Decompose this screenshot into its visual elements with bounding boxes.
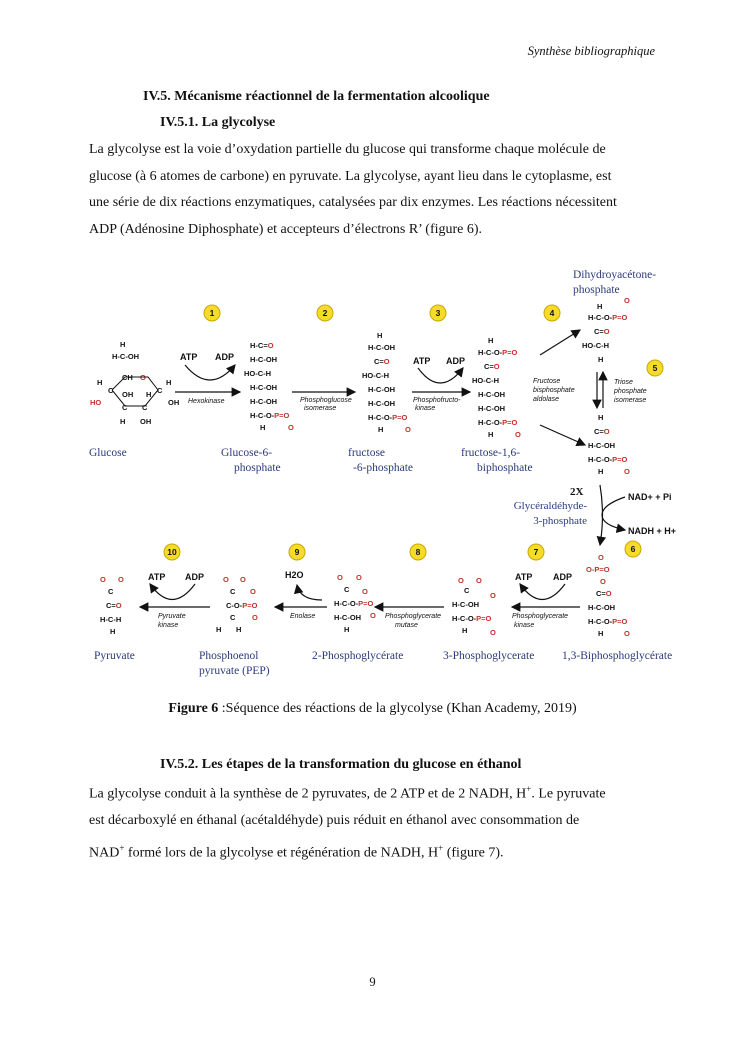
superscript: + xyxy=(438,842,444,853)
svg-text:H: H xyxy=(598,629,604,638)
step-circle-2 xyxy=(317,305,333,321)
enzyme-pgk: Phosphoglycerate xyxy=(512,613,569,620)
reaction-pk xyxy=(140,572,210,629)
svg-text:O: O xyxy=(490,628,496,637)
enzyme-pk: kinase xyxy=(158,622,179,629)
superscript: + xyxy=(119,842,125,853)
paragraph-line: une série de dix réactions enzymatiques, catalysées par dix enzymes. Les réactions nécessitent xyxy=(89,195,617,210)
svg-text:C: C xyxy=(464,586,470,595)
reaction-enolase xyxy=(275,570,327,620)
step-number: 2 xyxy=(322,308,328,318)
enzyme-hexokinase: Hexokinase xyxy=(188,398,225,405)
svg-text:O: O xyxy=(490,591,496,600)
svg-text:O: O xyxy=(624,467,630,476)
g6p-structure xyxy=(244,341,294,432)
enzyme-aldolase: aldolase xyxy=(533,396,560,403)
svg-text:C: C xyxy=(157,386,163,395)
svg-text:H: H xyxy=(598,467,604,476)
bpg13-structure xyxy=(586,553,630,638)
label-bpg13: 1,3-Biphosphoglycérate xyxy=(562,650,673,662)
label-g3p xyxy=(509,499,587,529)
step-number: 4 xyxy=(549,308,555,318)
svg-text:C: C xyxy=(122,403,128,412)
text-run: formé lors de la glycolyse et régénération de NADH, H xyxy=(124,845,439,861)
g3p-structure xyxy=(588,413,630,476)
atp-label: ATP xyxy=(413,356,431,366)
step-number: 7 xyxy=(533,547,539,557)
svg-text:H: H xyxy=(488,336,494,345)
svg-text:O: O xyxy=(240,575,246,584)
adp-label: ADP xyxy=(215,352,235,362)
svg-text:H: H xyxy=(597,302,603,311)
paragraph-line xyxy=(89,776,655,808)
svg-text:HO: HO xyxy=(90,398,102,407)
svg-text:H: H xyxy=(488,430,494,439)
step-number: 6 xyxy=(630,544,636,554)
svg-text:CH: CH xyxy=(122,373,133,382)
svg-text:H-C-O-P=O: H-C-O-P=O xyxy=(250,411,290,420)
svg-text:H: H xyxy=(120,417,126,426)
svg-text:O: O xyxy=(405,425,411,434)
svg-text:H: H xyxy=(216,625,222,634)
label-line: fructose xyxy=(348,447,386,459)
svg-text:O: O xyxy=(515,430,521,439)
svg-text:O: O xyxy=(223,575,229,584)
text-run: La glycolyse conduit à la synthèse de 2 pyruvates, de 2 ATP et de 2 NADH, H xyxy=(89,786,527,802)
step-number: 10 xyxy=(167,547,177,557)
adp-label: ADP xyxy=(185,572,205,582)
step-number: 8 xyxy=(415,547,421,557)
svg-text:OH: OH xyxy=(122,390,134,399)
svg-text:H-C=O: H-C=O xyxy=(250,341,274,350)
h2o-label: H2O xyxy=(285,570,304,580)
label-line: 3-phosphate xyxy=(533,515,587,527)
svg-text:C=O: C=O xyxy=(374,357,390,366)
svg-text:O: O xyxy=(250,587,256,596)
glucose-structure xyxy=(90,340,179,426)
text-run: NAD xyxy=(89,845,120,861)
label-line: -6-phosphate xyxy=(353,462,414,474)
adp-label: ADP xyxy=(553,572,573,582)
subsection-title-glycolyse: IV.5.1. La glycolyse xyxy=(160,115,276,130)
svg-text:H-C-OH: H-C-OH xyxy=(588,441,616,450)
svg-text:O: O xyxy=(356,573,362,582)
step-circle-9 xyxy=(289,544,305,560)
label-g6p xyxy=(221,446,281,476)
reaction-aldolase xyxy=(533,330,585,445)
svg-text:H: H xyxy=(378,425,384,434)
svg-text:H-C-O-P=O: H-C-O-P=O xyxy=(368,413,408,422)
atp-label: ATP xyxy=(180,352,198,362)
step-number: 9 xyxy=(294,547,300,557)
label-line: Glycéraldéhyde- xyxy=(513,500,587,512)
label-f6p xyxy=(348,446,413,476)
paragraph-line: glucose (à 6 atomes de carbone) en pyruvate. La glycolyse, ayant lieu dans le cytoplasme, est xyxy=(89,168,612,184)
svg-text:H-C-OH: H-C-OH xyxy=(478,390,506,399)
svg-text:O: O xyxy=(476,576,482,585)
svg-text:H: H xyxy=(598,355,604,364)
reaction-pgi xyxy=(292,392,355,412)
paragraph-line: ADP (Adénosine Diphosphate) et accepteurs d’électrons R’ (figure 6). xyxy=(89,221,483,237)
svg-text:C=O: C=O xyxy=(594,327,610,336)
svg-text:H-C-OH: H-C-OH xyxy=(368,385,396,394)
svg-text:O: O xyxy=(100,575,106,584)
label-line: pyruvate (PEP) xyxy=(199,665,270,677)
svg-text:HO-C-H: HO-C-H xyxy=(244,369,272,378)
step-circle-7 xyxy=(528,544,544,560)
svg-text:C: C xyxy=(230,587,236,596)
svg-text:OH: OH xyxy=(168,398,180,407)
reaction-gapdh xyxy=(600,485,676,545)
dhap-structure xyxy=(582,296,630,364)
svg-text:H: H xyxy=(166,378,172,387)
pep-structure xyxy=(216,575,258,634)
svg-text:H-C-O-P=O: H-C-O-P=O xyxy=(588,313,628,322)
label-line: biphosphate xyxy=(477,462,533,474)
caption-label: Figure 6 xyxy=(168,701,219,716)
reaction-pfk xyxy=(412,356,470,412)
svg-text:H-C-OH: H-C-OH xyxy=(478,404,506,413)
svg-text:O: O xyxy=(598,553,604,562)
step-circle-4 xyxy=(544,305,560,321)
svg-text:C: C xyxy=(142,403,148,412)
label-multiplier: 2X xyxy=(570,486,584,498)
caption-text: :Séquence des réactions de la glycolyse (Khan Academy, 2019) xyxy=(218,701,577,716)
svg-text:H-C-OH: H-C-OH xyxy=(588,603,616,612)
enzyme-pgi: isomerase xyxy=(304,405,337,412)
enzyme-pgm: mutase xyxy=(395,622,418,629)
svg-text:O: O xyxy=(624,629,630,638)
section-title: IV.5. Mécanisme réactionnel de la fermentation alcoolique xyxy=(143,89,490,104)
svg-text:H-C-O-P=O: H-C-O-P=O xyxy=(478,348,518,357)
label-line: Phosphoenol xyxy=(199,650,259,662)
label-pep xyxy=(199,649,270,679)
figure-caption xyxy=(0,701,745,717)
svg-text:O: O xyxy=(624,296,630,305)
superscript: + xyxy=(526,784,532,794)
svg-text:HO-C-H: HO-C-H xyxy=(472,376,500,385)
label-pg3: 3-Phosphoglycerate xyxy=(443,650,535,662)
svg-text:O: O xyxy=(600,577,606,586)
reaction-pgm xyxy=(375,607,444,629)
label-line: Glucose-6- xyxy=(221,447,273,459)
svg-text:H: H xyxy=(377,331,383,340)
paragraph-line: La glycolyse est la voie d’oxydation partielle du glucose qui transforme chaque molécule de xyxy=(89,142,606,157)
svg-text:H-C-H: H-C-H xyxy=(100,615,122,624)
enzyme-aldolase: Fructose xyxy=(533,378,561,385)
svg-text:H-C-O-P=O: H-C-O-P=O xyxy=(588,617,628,626)
atp-label: ATP xyxy=(148,572,166,582)
svg-text:H-C-OH: H-C-OH xyxy=(368,399,396,408)
svg-text:C: C xyxy=(108,587,114,596)
subsection-title-ethanol: IV.5.2. Les étapes de la transformation du glucose en éthanol xyxy=(160,757,522,772)
svg-text:O: O xyxy=(288,423,294,432)
step-number: 1 xyxy=(209,308,215,318)
label-pyruvate: Pyruvate xyxy=(94,650,135,662)
enzyme-pfk: Phosphofructo- xyxy=(413,397,461,404)
svg-text:H: H xyxy=(110,627,116,636)
step-circle-10 xyxy=(164,544,180,560)
enzyme-pgk: kinase xyxy=(514,622,535,629)
svg-text:C=O: C=O xyxy=(594,427,610,436)
svg-text:C: C xyxy=(344,585,350,594)
svg-text:H-C-OH: H-C-OH xyxy=(250,397,278,406)
svg-text:O-P=O: O-P=O xyxy=(586,565,610,574)
svg-text:H-C-O-P=O: H-C-O-P=O xyxy=(588,455,628,464)
text-run: (figure 7). xyxy=(443,845,504,861)
svg-text:H-C-OH: H-C-OH xyxy=(250,383,278,392)
enzyme-enolase: Enolase xyxy=(290,613,316,620)
label-glucose: Glucose xyxy=(89,447,127,459)
svg-text:H: H xyxy=(462,626,468,635)
svg-text:H: H xyxy=(146,390,152,399)
label-dhap xyxy=(573,268,656,298)
pyruvate-structure xyxy=(100,575,124,636)
svg-text:O: O xyxy=(370,611,376,620)
step-number: 5 xyxy=(652,363,658,373)
enzyme-pgi: Phosphoglucose xyxy=(300,397,352,404)
svg-text:C: C xyxy=(108,386,114,395)
nad-label: NAD+ + Pi xyxy=(628,492,672,502)
label-pg2: 2-Phosphoglycérate xyxy=(312,650,404,662)
atp-label: ATP xyxy=(515,572,533,582)
svg-text:HO-C-H: HO-C-H xyxy=(362,371,390,380)
svg-text:O: O xyxy=(458,576,464,585)
label-line: phosphate xyxy=(234,462,281,474)
label-line: phosphate xyxy=(573,284,620,296)
pg2-structure xyxy=(334,573,376,634)
enzyme-tpi: Triose xyxy=(614,379,633,386)
svg-text:O: O xyxy=(362,587,368,596)
enzyme-aldolase: bisphosphate xyxy=(533,387,575,394)
svg-text:O: O xyxy=(118,575,124,584)
svg-text:H: H xyxy=(598,413,604,422)
enzyme-pk: Pyruvate xyxy=(158,613,186,620)
paragraph-line: est décarboxylé en éthanal (acétaldéhyde) puis réduit en éthanol avec consommation de xyxy=(89,813,580,829)
svg-text:O: O xyxy=(140,373,146,382)
adp-label: ADP xyxy=(446,356,466,366)
svg-text:OH: OH xyxy=(140,417,152,426)
text-run: . Le pyruvate xyxy=(531,786,606,802)
svg-text:H-C-OH: H-C-OH xyxy=(334,613,362,622)
svg-text:H-C-O-P=O: H-C-O-P=O xyxy=(452,614,492,623)
svg-text:H-C-OH: H-C-OH xyxy=(112,352,140,361)
svg-text:C=O: C=O xyxy=(596,589,612,598)
svg-text:C=O: C=O xyxy=(106,601,122,610)
svg-text:H: H xyxy=(260,423,266,432)
f16bp-structure xyxy=(472,336,521,439)
step-circle-5 xyxy=(647,360,663,376)
page-number: 9 xyxy=(369,975,376,989)
label-line: fructose-1,6- xyxy=(461,447,521,459)
label-line: Dihydroyacétone- xyxy=(573,269,657,281)
enzyme-tpi: phosphate xyxy=(614,388,647,395)
enzyme-tpi: isomerase xyxy=(614,397,647,404)
running-header: Synthèse bibliographique xyxy=(527,44,655,58)
reaction-pgk xyxy=(512,572,580,629)
label-f16bp xyxy=(461,446,533,476)
paragraph-line xyxy=(89,835,655,867)
reaction-tpi xyxy=(597,372,647,408)
reaction-hexokinase xyxy=(175,352,240,405)
svg-text:H: H xyxy=(97,378,103,387)
svg-text:H: H xyxy=(344,625,350,634)
svg-text:O: O xyxy=(337,573,343,582)
svg-text:H: H xyxy=(120,340,126,349)
step-circle-3 xyxy=(430,305,446,321)
step-circle-1 xyxy=(204,305,220,321)
svg-text:H: H xyxy=(236,625,242,634)
svg-text:H-C-O-P=O: H-C-O-P=O xyxy=(334,599,374,608)
enzyme-pfk: kinase xyxy=(415,405,436,412)
enzyme-pgm: Phosphoglycerate xyxy=(385,613,442,620)
nadh-label: NADH + H+ xyxy=(628,526,677,536)
paragraph-ethanol xyxy=(89,776,655,867)
svg-text:O: O xyxy=(252,613,258,622)
svg-text:H-C-OH: H-C-OH xyxy=(368,343,396,352)
svg-text:H-C-O-P=O: H-C-O-P=O xyxy=(478,418,518,427)
svg-text:C-O-P=O: C-O-P=O xyxy=(226,601,258,610)
svg-text:C=O: C=O xyxy=(484,362,500,371)
step-circle-8 xyxy=(410,544,426,560)
step-number: 3 xyxy=(435,308,441,318)
pg3-structure xyxy=(452,576,496,637)
step-circle-6 xyxy=(625,541,641,557)
svg-text:C: C xyxy=(230,613,236,622)
svg-text:H-C-OH: H-C-OH xyxy=(250,355,278,364)
svg-text:HO-C-H: HO-C-H xyxy=(582,341,610,350)
svg-text:H-C-OH: H-C-OH xyxy=(452,600,480,609)
f6p-structure xyxy=(362,331,411,434)
